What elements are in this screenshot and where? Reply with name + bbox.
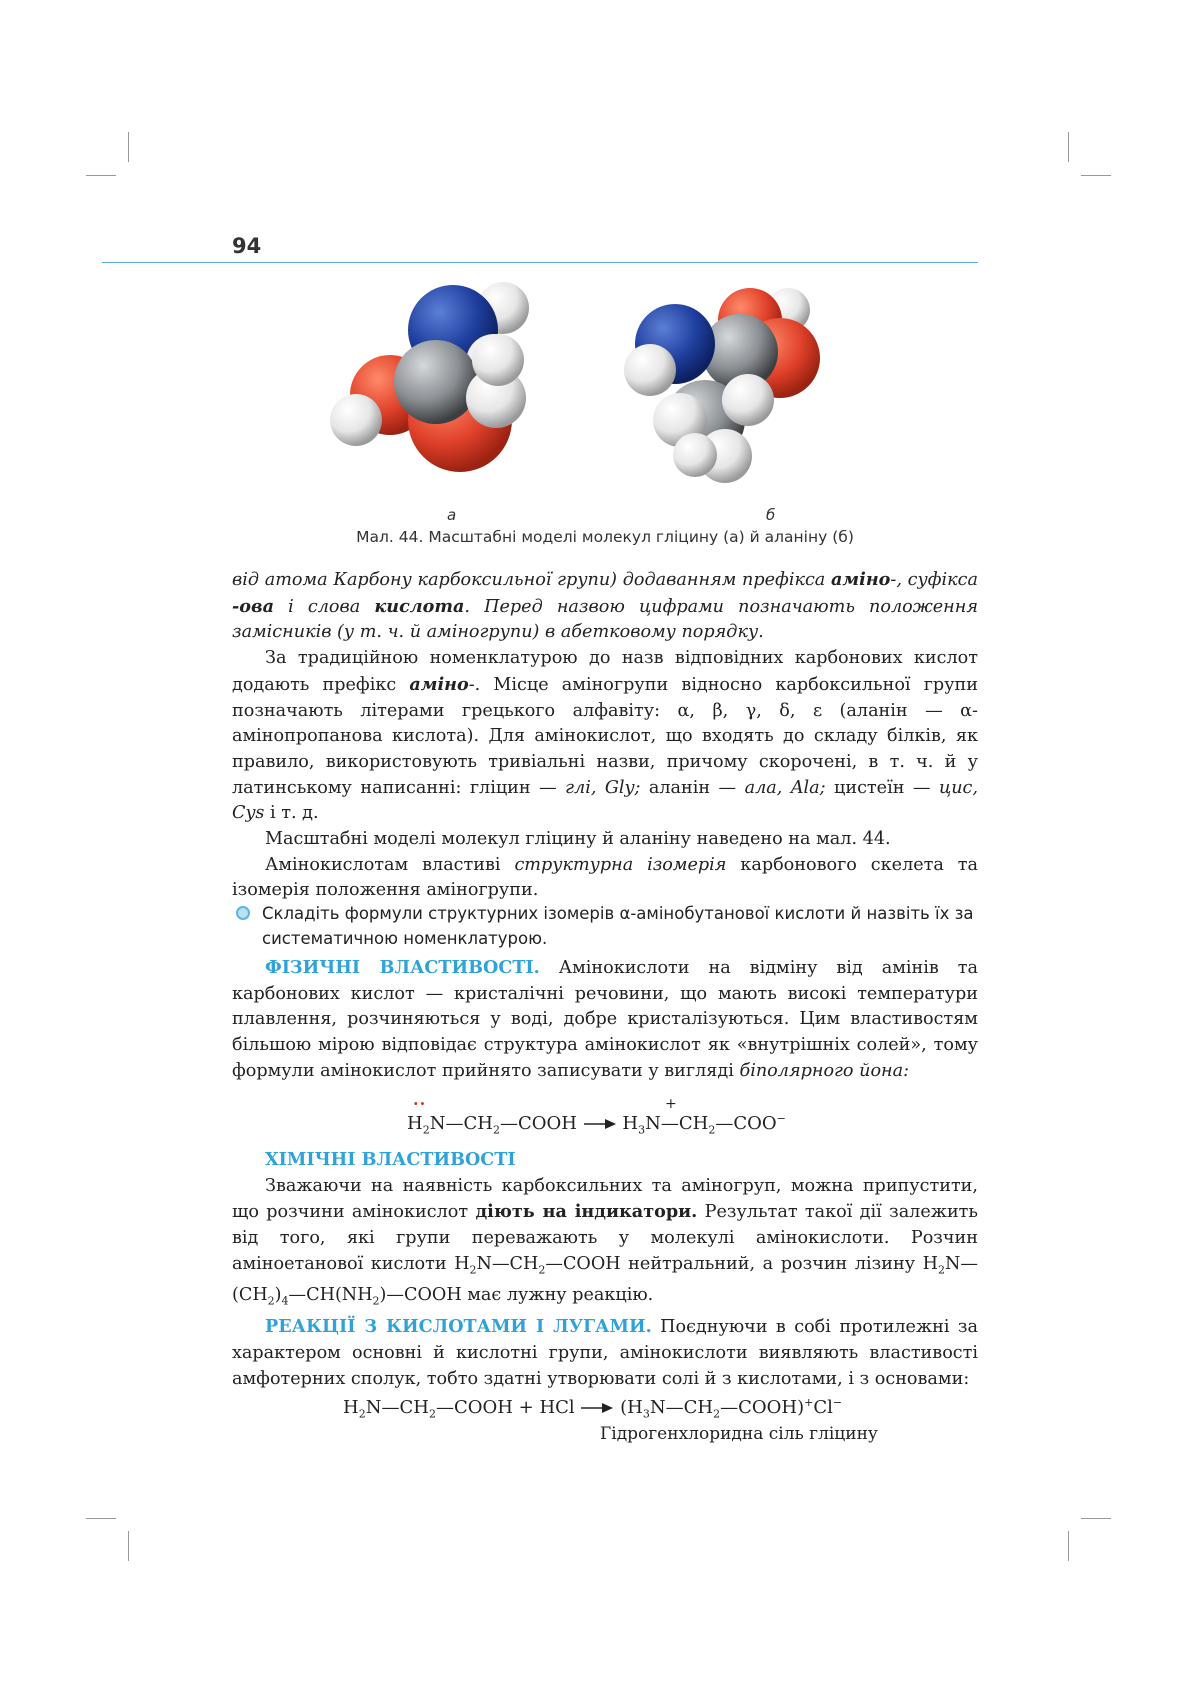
product-name: Гідрогенхлоридна сіль гліцину bbox=[600, 1424, 878, 1444]
paragraph-models-reference: Масштабні моделі молекул гліцину й аланіну наведено на мал. 44. bbox=[265, 829, 891, 850]
paragraph-isomerism: Амінокислотам властиві структурна ізомерія карбонового скелета та ізомерія положення аміногрупи. bbox=[232, 854, 978, 901]
crop-mark bbox=[1081, 1518, 1111, 1519]
paragraph-indicators: Зважаючи на наявність карбоксильних та аміногруп, можна припустити, що розчини амінокислот діють на індикатори. Результат такої дії залежить від того, які групи переважають у молекулі амінокислоти. Розчин аміноетанової кислоти $H_2N—CH_2—COOH$ нейтральний, а розчин лізину $H_2N—(CH_2)_4—CH(NH_2)—COOH$ має лужну реакцію. bbox=[232, 1175, 979, 1308]
crop-mark bbox=[128, 132, 129, 162]
figure-label-a: а bbox=[447, 506, 457, 524]
lone-pair-dots: .. bbox=[413, 1090, 427, 1109]
crop-mark bbox=[128, 1531, 129, 1561]
crop-mark bbox=[1068, 132, 1069, 162]
alanine-model bbox=[624, 288, 820, 483]
molecule-figure bbox=[300, 280, 920, 510]
page-number: 94 bbox=[232, 234, 262, 258]
physical-properties-block: ФІЗИЧНІ ВЛАСТИВОСТІ. Амінокислоти на відміну від амінів та карбонових кислот — кристалічні речовини, що мають високі температури плавлення, розчиняються у воді, добре кристалізуються. Цим властивостям більшою мірою відповідає структура амінокислот як «внутрішніх солей», тому формули амінокислот прийнято записувати у вигляді біполярного йона: bbox=[232, 957, 978, 1081]
crop-mark bbox=[86, 1518, 116, 1519]
reaction-arrow-icon bbox=[583, 1118, 617, 1130]
reaction-arrow-icon bbox=[580, 1402, 614, 1414]
paragraph-reactions: РЕАКЦІЇ З КИСЛОТАМИ І ЛУГАМИ. Поєднуючи в собі протилежні за характером основні й кислотні групи, амінокислоти виявляють властивості амфотерних сполук, тобто здатні утворювати солі й з кислотами, і з основами: bbox=[232, 1316, 978, 1389]
paragraph-naming-rules: від атома Карбону карбоксильної групи) додаванням префікса аміно-, суфікса -ова і слова кислота. Перед назвою цифрами позначають положення замісників (у т. ч. й аміногрупи) в абетковому порядку. bbox=[232, 569, 978, 643]
heading-reactions: РЕАКЦІЇ З КИСЛОТАМИ І ЛУГАМИ. bbox=[265, 1316, 652, 1338]
glycine-model bbox=[330, 282, 529, 472]
figure-caption: Мал. 44. Масштабні моделі молекул гліцину (а) й аланіну (б) bbox=[356, 528, 854, 546]
header-rule bbox=[102, 262, 978, 263]
figure-label-b: б bbox=[766, 506, 776, 524]
heading-physical-properties: ФІЗИЧНІ ВЛАСТИВОСТІ. bbox=[265, 957, 540, 978]
task-text: Складіть формули структурних ізомерів α-амінобутанової кислоти й назвіть їх за систематичною номенклатурою. bbox=[262, 904, 974, 948]
charge-plus: + bbox=[665, 1096, 677, 1112]
heading-chemical-properties: ХІМІЧНІ ВЛАСТИВОСТІ bbox=[265, 1149, 516, 1170]
crop-mark bbox=[86, 175, 116, 176]
crop-mark bbox=[1068, 1531, 1069, 1561]
equation-bipolar-ion: $H_2N—CH_2—COOH$ $H_3N—CH_2—COO^-$ bbox=[407, 1112, 786, 1137]
body-text-block-1 bbox=[232, 567, 978, 904]
paragraph-traditional-nomenclature: За традиційною номенклатурою до назв відповідних карбонових кислот додають префікс аміно-. Місце аміногрупи відносно карбоксильної групи позначають літерами грецького алфавіту: α, β, γ, δ, ε (аланін — α-амінопропанова кислота). Для амінокислот, що входять до складу білків, як правило, використовують тривіальні назви, причому скорочені, в т. ч. й у латинському написанні: гліцин — глі, Gly; аланін — ала, Ala; цистеїн — цис, Cys і т. д. bbox=[232, 648, 978, 824]
equation-hcl-reaction: $H_2N—CH_2—COOH$ + HCl $(H_3N—CH_2—COOH)^+Cl^-$ bbox=[343, 1396, 843, 1421]
chemical-properties-block bbox=[232, 1147, 978, 1392]
crop-mark bbox=[1081, 175, 1111, 176]
